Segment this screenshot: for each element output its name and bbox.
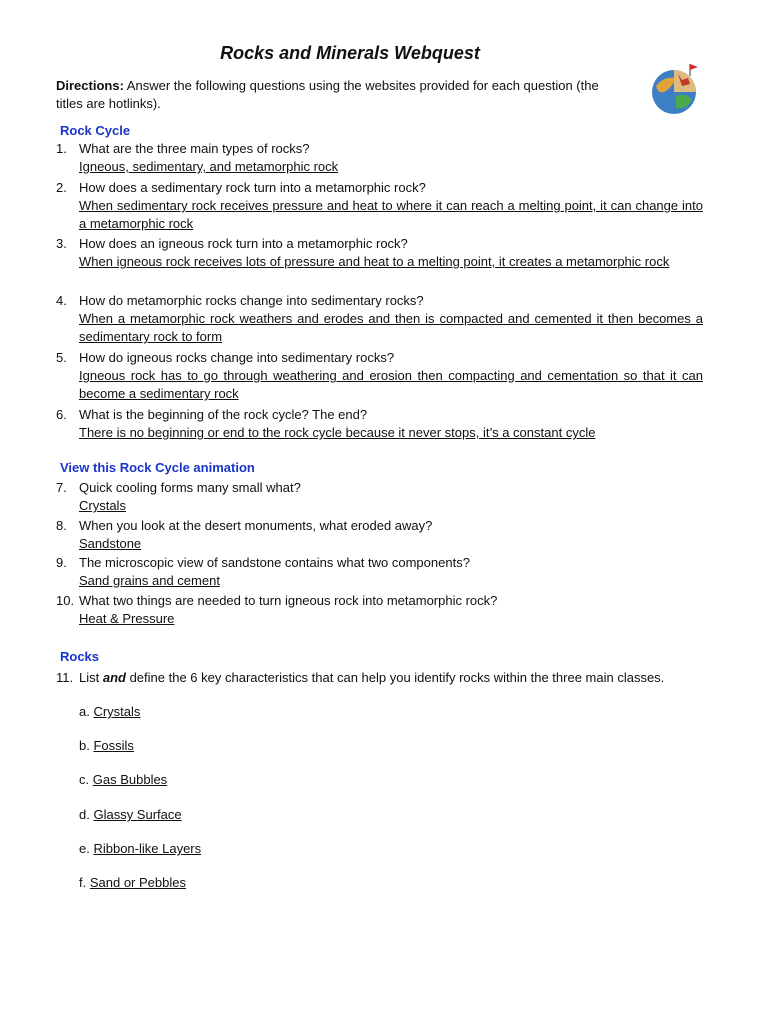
page-title: Rocks and Minerals Webquest <box>220 43 480 63</box>
question-text-emphasis: and <box>102 670 126 685</box>
answer-text: When a metamorphic rock weathers and erodes and then is compacted and cemented it then becomes a sedimentary rock to form <box>79 311 703 344</box>
answer-text: When igneous rock receives lots of pressure and heat to a melting point, it creates a metamorphic rock <box>79 254 670 269</box>
question-2 <box>56 179 703 233</box>
item-answer: Ribbon-like Layers <box>93 841 202 856</box>
question-3 <box>56 235 703 271</box>
directions-label: Directions: <box>56 78 124 93</box>
answer-text: Igneous rock has to go through weathering and erosion then compacting and cementation so that it can become a sedimentary rock <box>79 368 703 401</box>
question-text: How do metamorphic rocks change into sedimentary rocks? <box>79 293 424 308</box>
globe-icon <box>646 62 702 118</box>
characteristic-c <box>79 772 167 787</box>
question-text: The microscopic view of sandstone contains what two components? <box>79 555 470 570</box>
question-number: 6. <box>56 407 67 422</box>
answer-text: When sedimentary rock receives pressure and heat to where it can reach a melting point, it can change into a metamorphic rock <box>79 198 703 231</box>
question-text: What two things are needed to turn igneous rock into metamorphic rock? <box>79 593 498 608</box>
question-number: 8. <box>56 518 67 533</box>
item-letter: d. <box>79 807 90 822</box>
question-number: 4. <box>56 293 67 308</box>
characteristic-d <box>79 807 182 822</box>
question-number: 5. <box>56 350 67 365</box>
item-letter: a. <box>79 704 90 719</box>
question-7 <box>56 479 703 515</box>
question-number: 10. <box>56 593 75 608</box>
section-rock-cycle-link[interactable]: Rock Cycle <box>60 123 131 138</box>
item-answer: Gas Bubbles <box>92 772 168 787</box>
question-11 <box>56 669 703 687</box>
directions-text: Answer the following questions using the websites provided for each question (the titles are hotlinks). <box>56 78 599 111</box>
question-text: Quick cooling forms many small what? <box>79 480 301 495</box>
section-rocks-link[interactable]: Rocks <box>60 649 100 664</box>
question-text: How does a sedimentary rock turn into a metamorphic rock? <box>79 180 426 195</box>
question-text-post: define the 6 key characteristics that can help you identify rocks within the three main classes. <box>125 670 665 685</box>
directions <box>56 77 616 113</box>
answer-text: Sand grains and cement <box>79 573 220 588</box>
question-10 <box>56 592 703 628</box>
question-text: What are the three main types of rocks? <box>79 141 310 156</box>
item-letter: f. <box>79 875 87 890</box>
question-text: When you look at the desert monuments, what eroded away? <box>79 518 433 533</box>
question-6 <box>56 406 703 442</box>
item-answer: Sand or Pebbles <box>89 875 186 890</box>
answer-text: Sandstone <box>79 536 142 551</box>
question-number: 9. <box>56 555 67 570</box>
question-9 <box>56 554 703 590</box>
answer-text: Crystals <box>79 498 126 513</box>
item-letter: c. <box>79 772 90 787</box>
item-answer: Crystals <box>93 704 141 719</box>
question-text: What is the beginning of the rock cycle? The end? <box>79 407 368 422</box>
question-text: How do igneous rocks change into sedimentary rocks? <box>79 350 395 365</box>
question-text <box>79 669 703 687</box>
item-answer: Glassy Surface <box>93 807 182 822</box>
question-number: 7. <box>56 480 67 495</box>
question-number: 3. <box>56 236 67 251</box>
question-text: How does an igneous rock turn into a metamorphic rock? <box>79 236 408 251</box>
item-answer: Fossils <box>93 738 134 753</box>
characteristic-a <box>79 704 140 719</box>
characteristic-b <box>79 738 134 753</box>
question-text-pre: List <box>79 670 103 685</box>
question-number: 11. <box>56 670 74 685</box>
question-4 <box>56 292 703 346</box>
question-1 <box>56 140 703 176</box>
question-number: 2. <box>56 180 67 195</box>
characteristic-f <box>79 875 186 890</box>
item-letter: e. <box>79 841 90 856</box>
characteristic-e <box>79 841 201 856</box>
answer-text: Igneous, sedimentary, and metamorphic rock <box>79 159 339 174</box>
item-letter: b. <box>79 738 90 753</box>
question-5 <box>56 349 703 403</box>
answer-text: There is no beginning or end to the rock cycle because it never stops, it’s a constant cycle <box>79 425 596 440</box>
answer-text: Heat & Pressure <box>79 611 175 626</box>
question-number: 1. <box>56 141 67 156</box>
question-8 <box>56 517 703 553</box>
section-animation-link[interactable]: View this Rock Cycle animation <box>60 460 255 475</box>
